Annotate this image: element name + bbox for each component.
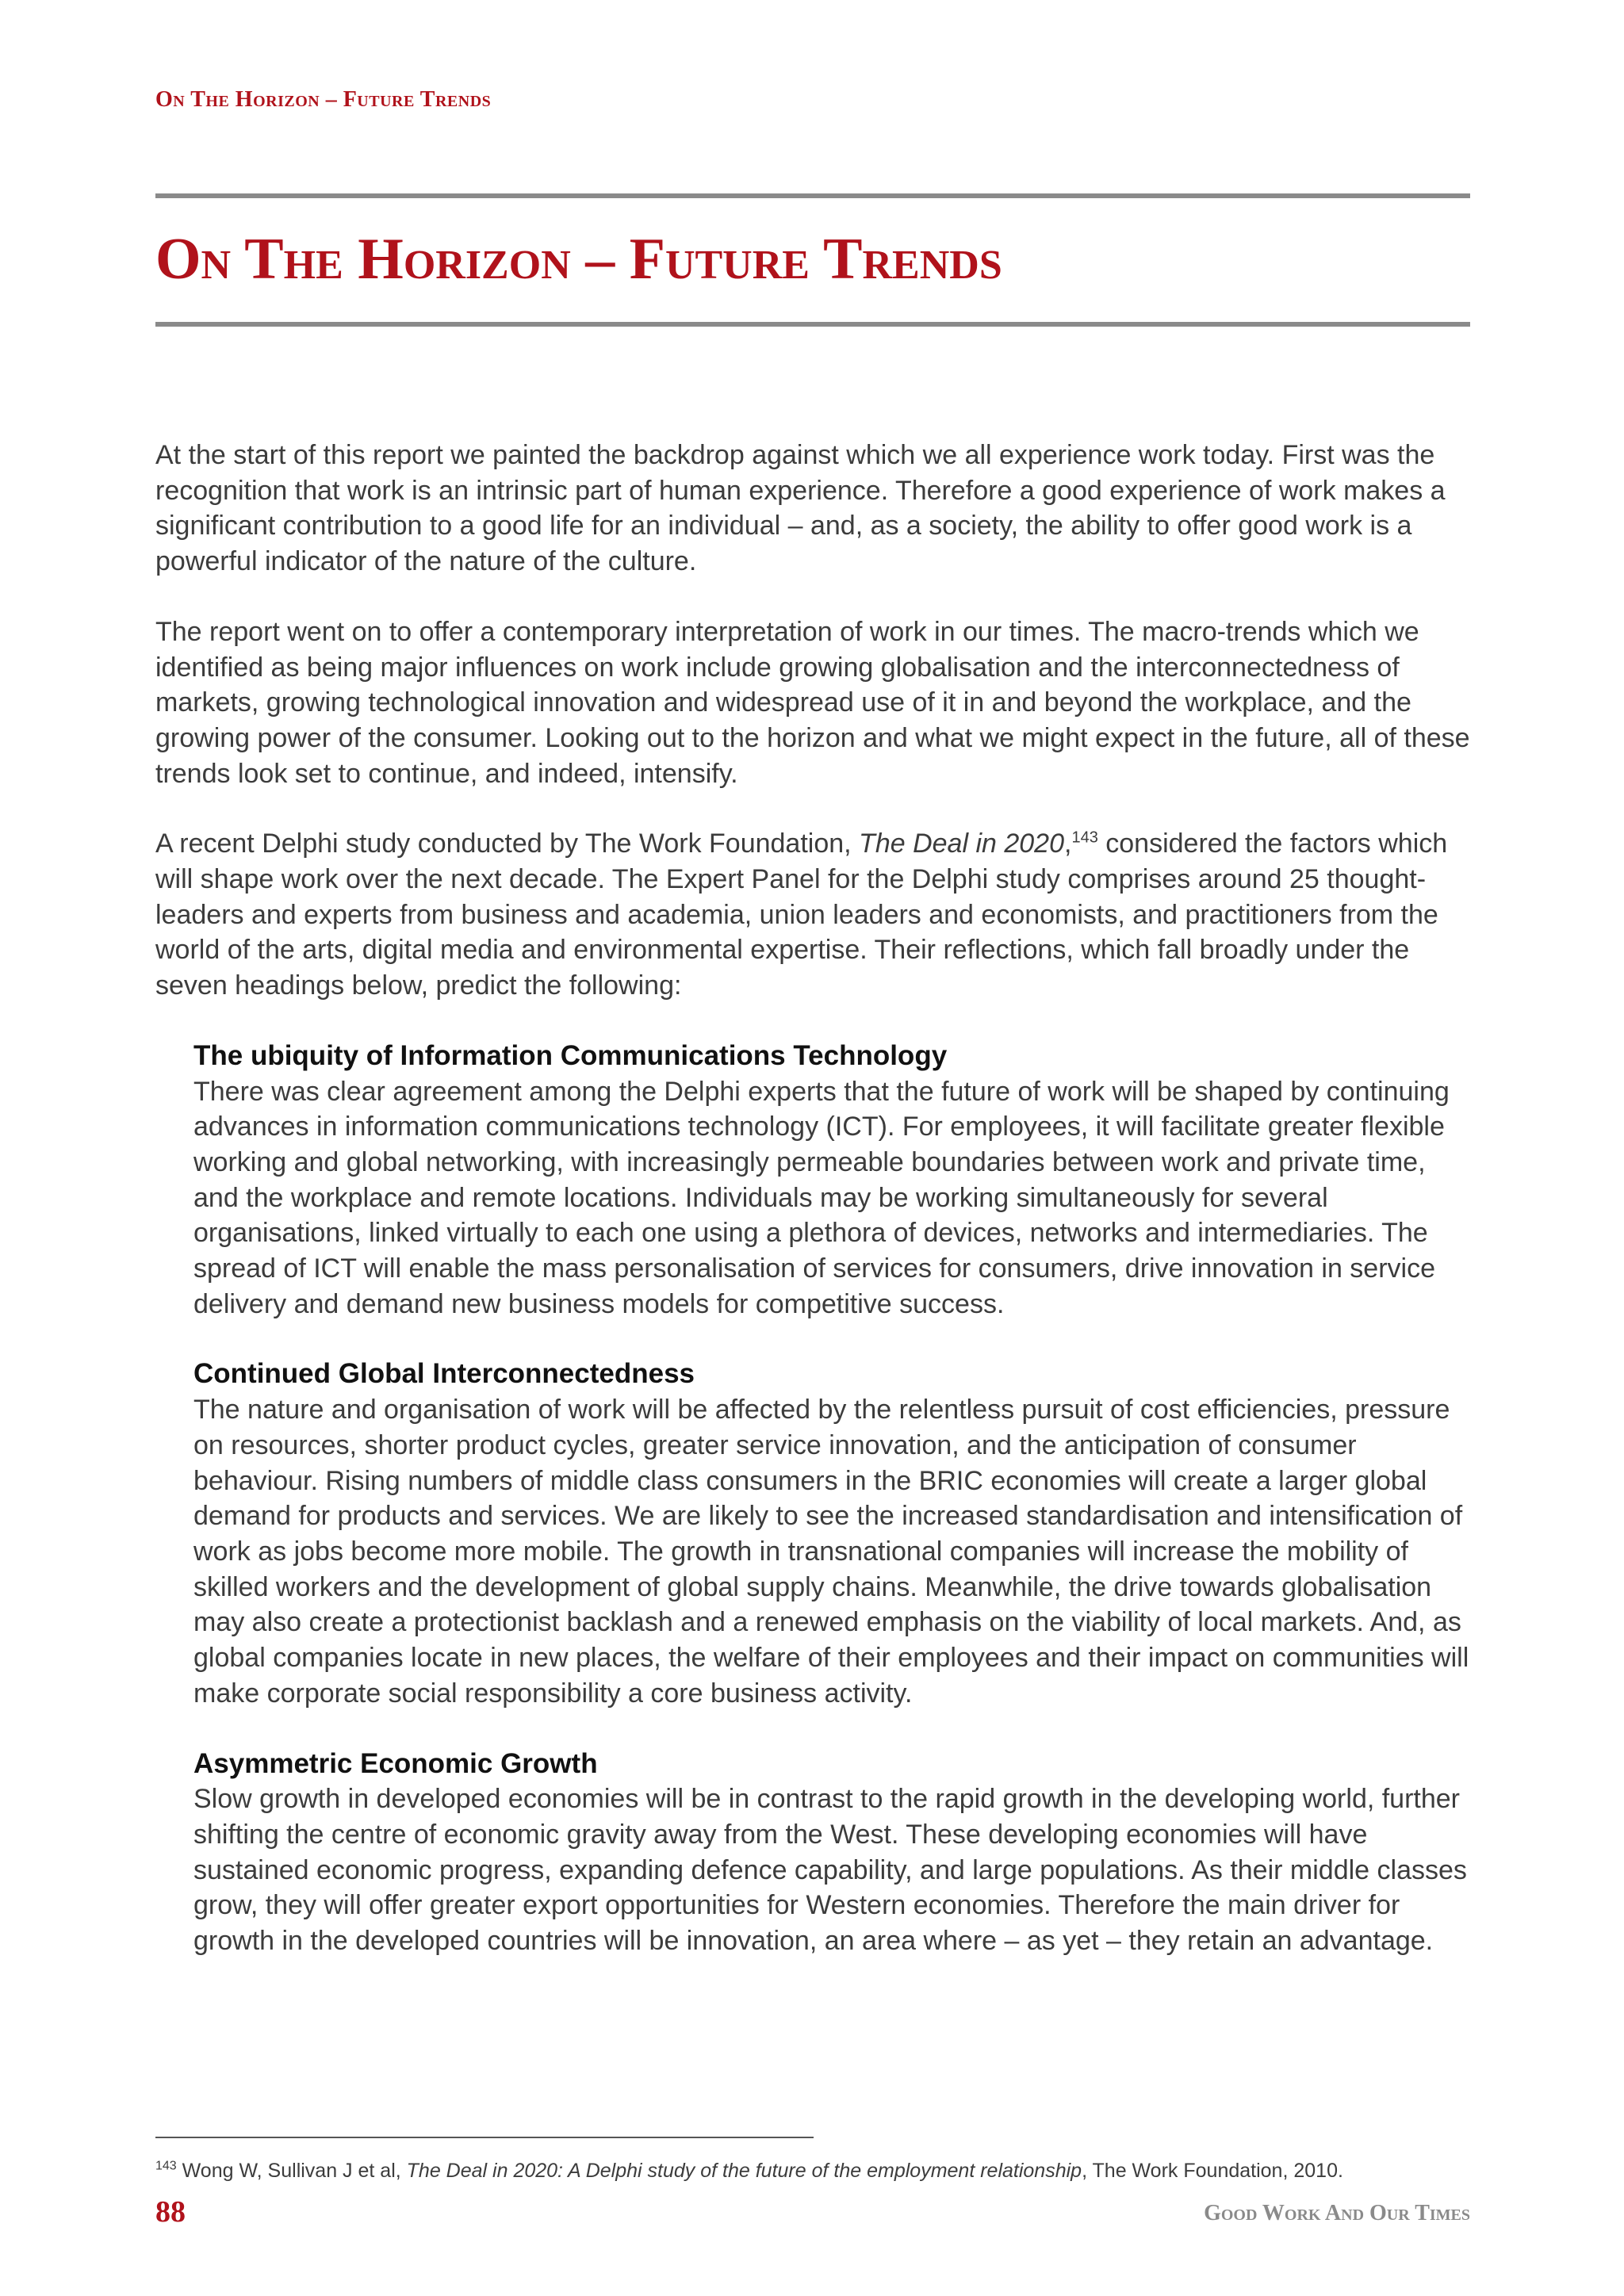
intro-paragraph-3-start: A recent Delphi study conducted by The Work Foundation, xyxy=(155,828,860,859)
title-rule-top xyxy=(155,193,1470,198)
footnote xyxy=(155,2158,1472,2183)
footnote-text-start: Wong W, Sullivan J et al, xyxy=(176,2160,407,2182)
intro-paragraph-3 xyxy=(155,826,1476,1004)
section-body: The nature and organisation of work will be affected by the relentless pursuit of cost efficiencies, pressure on resources, shorter product cycles, greater service innovation, and the anticipation of consumer behaviour. Rising numbers of middle class consumers in the BRIC economies will create a larger global demand for products and services. We are likely to see the increased standardisation and intensification of work as jobs become more mobile. The growth in transnational companies will increase the mobility of skilled workers and the development of global supply chains. Meanwhile, the drive towards globalisation may also create a protectionist backlash and a renewed emphasis on the viability of local markets. And, as global companies locate in new places, the welfare of their employees and their impact on communities will make corporate social responsibility a core business activity. xyxy=(193,1395,1469,1709)
body-text xyxy=(155,438,1476,1994)
intro-paragraph-1: At the start of this report we painted the backdrop against which we all experience work today. First was the recognition that work is an intrinsic part of human experience. Therefore a good experience of work makes a significant contribution to a good life for an individual – and, as a society, the ability to offer good work is a powerful indicator of the nature of the culture. xyxy=(155,440,1446,577)
running-header: On The Horizon – Future Trends xyxy=(155,87,492,112)
footnote-number: 143 xyxy=(155,2159,177,2173)
section-body: Slow growth in developed economies will be in contrast to the rapid growth in the developing world, further shifting the centre of economic gravity away from the West. These developing economies will have sustained economic progress, expanding defence capability, and large populations. As their middle classes grow, they will offer greater export opportunities for Western economies. Therefore the main driver for growth in the developed countries will be innovation, an area where – as yet – they retain an advantage. xyxy=(193,1784,1467,1957)
page-title: On The Horizon – Future Trends xyxy=(155,227,1002,292)
section-global-interconnectedness xyxy=(193,1357,1476,1711)
footnote-title-italic: The Deal in 2020: A Delphi study of the future of the employment relationship xyxy=(406,2160,1082,2182)
report-title-italic: The Deal in 2020 xyxy=(859,828,1064,859)
footnote-reference[interactable]: 143 xyxy=(1071,829,1098,847)
running-footer: Good Work And Our Times xyxy=(1204,2201,1470,2225)
section-heading: Continued Global Interconnectedness xyxy=(193,1358,695,1390)
intro-paragraph-3-comma: , xyxy=(1064,828,1072,859)
intro-paragraph-2: The report went on to offer a contemporary interpretation of work in our times. The macro-trends which we identified as being major influences on work include growing globalisation and the interconnectedness of markets, growing technological innovation and widespread use of it in and beyond the workplace, and the growing power of the consumer. Looking out to the horizon and what we might expect in the future, all of these trends look set to continue, and indeed, intensify. xyxy=(155,616,1470,789)
section-heading: The ubiquity of Information Communications Technology xyxy=(193,1039,948,1071)
footnote-text-end: , The Work Foundation, 2010. xyxy=(1082,2160,1343,2182)
section-body: There was clear agreement among the Delphi experts that the future of work will be shaped by continuing advances in information communications technology (ICT). For employees, it will facilitate greater flexible working and global networking, with increasingly permeable boundaries between work and private time, and the workplace and remote locations. Individuals may be working simultaneously for several organisations, linked virtually to each one using a plethora of devices, networks and intermediaries. The spread of ICT will enable the mass personalisation of services for consumers, drive innovation in service delivery and demand new business models for competitive success. xyxy=(193,1076,1450,1319)
section-ict xyxy=(193,1039,1476,1322)
section-heading: Asymmetric Economic Growth xyxy=(193,1747,598,1779)
footnote-rule xyxy=(155,2137,814,2138)
page-number: 88 xyxy=(155,2195,186,2229)
title-rule-bottom xyxy=(155,322,1470,327)
intro-paragraph-3-end: considered the factors which will shape work over the next decade. The Expert Panel for the Delphi study comprises around 25 thought-leaders and experts from business and academia, union leaders and economists, and practitioners from the world of the arts, digital media and environmental expertise. Their reflections, which fall broadly under the seven headings below, predict the following: xyxy=(155,828,1448,1001)
section-asymmetric-growth xyxy=(193,1747,1476,1959)
